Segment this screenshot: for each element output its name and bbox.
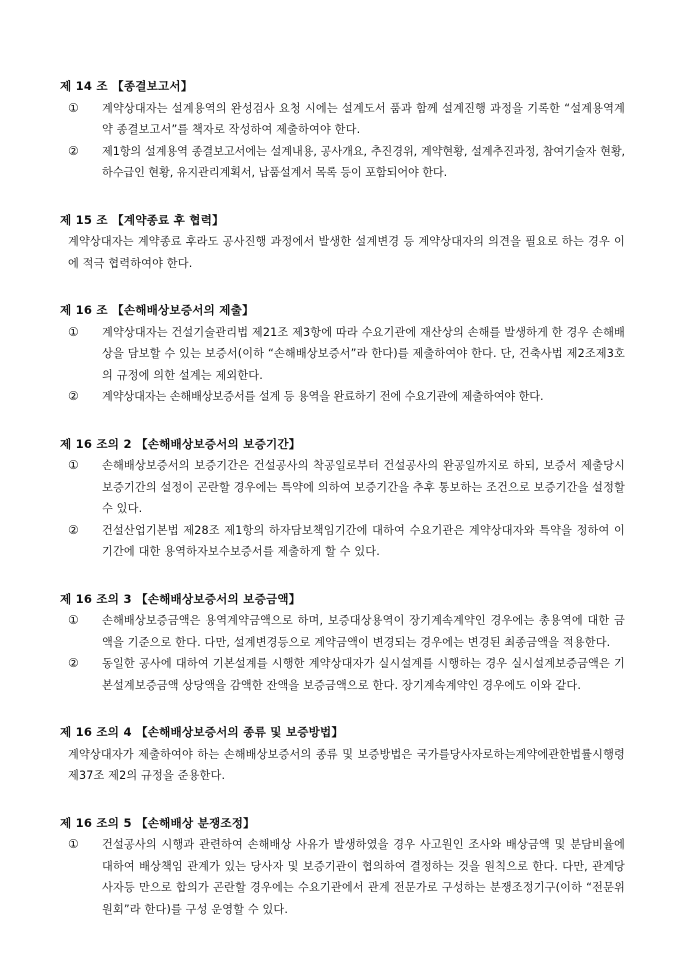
paragraph-number: ① — [68, 458, 79, 472]
article-heading: 제 16 조의 5 【손해배상 분쟁조정】 — [60, 815, 255, 830]
article-heading: 제 16 조의 2 【손해배상보증서의 보증기간】 — [60, 436, 301, 451]
article-heading: 제 16 조 【손해배상보증서의 제출】 — [60, 303, 254, 317]
article-14 — [60, 76, 625, 184]
paragraph — [60, 834, 625, 920]
paragraph-number: ② — [68, 656, 79, 670]
paragraph-number: ① — [68, 613, 79, 627]
paragraph-text: 계약상대자는 손해배상보증서를 설계 등 용역을 완료하기 전에 수요기관에 제출하여야 한다. — [102, 390, 544, 403]
document-body — [60, 76, 625, 946]
article-15 — [60, 210, 625, 275]
article-heading: 제 15 조 【계약종료 후 협력】 — [60, 212, 224, 227]
paragraph-number: ② — [68, 143, 79, 158]
paragraph — [60, 653, 625, 696]
paragraph-number: ① — [68, 324, 79, 339]
paragraph-number: ① — [68, 837, 79, 851]
paragraph-text: 제1항의 설계용역 종결보고서에는 설계내용, 공사개요, 추진경위, 계약현황, 설계추진과정, 참여기술자 현황, 하수급인 현황, 유지관리계획서, 납품설계서 목록 등이 포함되어야 한다. — [102, 144, 625, 179]
paragraph — [60, 386, 625, 408]
paragraph-text: 건설공사의 시행과 관련하여 손해배상 사유가 발생하였을 경우 사고원인 조사와 배상금액 및 분담비율에 대하여 배상책임 관계가 있는 당사자 및 보증기관이 협의하여 결정하는 것을 원칙으로 한다. 다만, 관계당사자등 만으로 합의가 곤란할 경우에는 수요기관에서 관계 전문가로 구성하는 분쟁조정기구(이하 “전문위원회”라 한다)를 구성 운영할 수 있다. — [102, 838, 625, 916]
paragraph — [60, 141, 625, 184]
paragraph — [60, 520, 625, 563]
paragraph — [60, 322, 625, 387]
article-heading: 제 16 조의 3 【손해배상보증서의 보증금액】 — [60, 591, 301, 606]
paragraph — [60, 98, 625, 141]
paragraph-text: 계약상대자는 설계용역의 완성검사 요청 시에는 설계도서 품과 함께 설계진행 과정을 기록한 “설계용역계약 종결보고서”를 책자로 작성하여 제출하여야 한다. — [102, 101, 625, 136]
paragraph-text: 손해배상보증금액은 용역계약금액으로 하며, 보증대상용역이 장기계속계약인 경우에는 총용역에 대한 금액을 기준으로 한다. 다만, 설계변경등으로 계약금액이 변경되는 경우에는 변경된 최종금액을 적용한다. — [102, 614, 625, 649]
paragraph-text: 계약상대자는 계약종료 후라도 공사진행 과정에서 발생한 설계변경 등 계약상대자의 의견을 필요로 하는 경우 이에 적극 협력하여야 한다. — [68, 235, 625, 270]
article-heading: 제 14 조 【종결보고서】 — [60, 79, 193, 93]
article-16-3 — [60, 589, 625, 697]
article-16-2 — [60, 434, 625, 563]
article-16 — [60, 300, 625, 408]
paragraph-text: 손해배상보증서의 보증기간은 건설공사의 착공일로부터 건설공사의 완공일까지로 하되, 보증서 제출당시 보증기간의 설정이 곤란할 경우에는 특약에 의하여 보증기간을 추후 통보하는 조건으로 보증기간을 설정할 수 있다. — [102, 459, 625, 515]
paragraph — [60, 610, 625, 653]
paragraph-number: ② — [68, 522, 79, 537]
paragraph-number: ① — [68, 100, 79, 115]
paragraph-text: 건설산업기본법 제28조 제1항의 하자담보책임기간에 대하여 수요기관은 계약상대자와 특약을 정하여 이기간에 대한 용역하자보수보증서를 제출하게 할 수 있다. — [102, 523, 625, 558]
paragraph-text: 계약상대자는 건설기술관리법 제21조 제3항에 따라 수요기관에 재산상의 손해를 발생하게 한 경우 손해배상을 담보할 수 있는 보증서(이하 “손해배상보증서”라 한다)를 제출하여야 한다. 단, 건축사법 제2조제3호의 규정에 의한 설계는 제외한다. — [102, 325, 625, 382]
article-16-5 — [60, 813, 625, 921]
article-16-4 — [60, 722, 625, 787]
paragraph-text: 계약상대자가 제출하여야 하는 손해배상보증서의 종류 및 보증방법은 국가를당사자로하는계약에관한법률시행령 제37조 제2의 규정을 준용한다. — [68, 747, 625, 782]
paragraph-text: 동일한 공사에 대하여 기본설계를 시행한 계약상대자가 실시설계를 시행하는 경우 실시설계보증금액은 기본설계보증금액 상당액을 감액한 잔액을 보증금액으로 한다. 장기계속계약인 경우에도 이와 같다. — [102, 657, 625, 692]
paragraph-number: ② — [68, 389, 79, 403]
article-heading: 제 16 조의 4 【손해배상보증서의 종류 및 보증방법】 — [60, 725, 344, 739]
paragraph — [60, 455, 625, 520]
